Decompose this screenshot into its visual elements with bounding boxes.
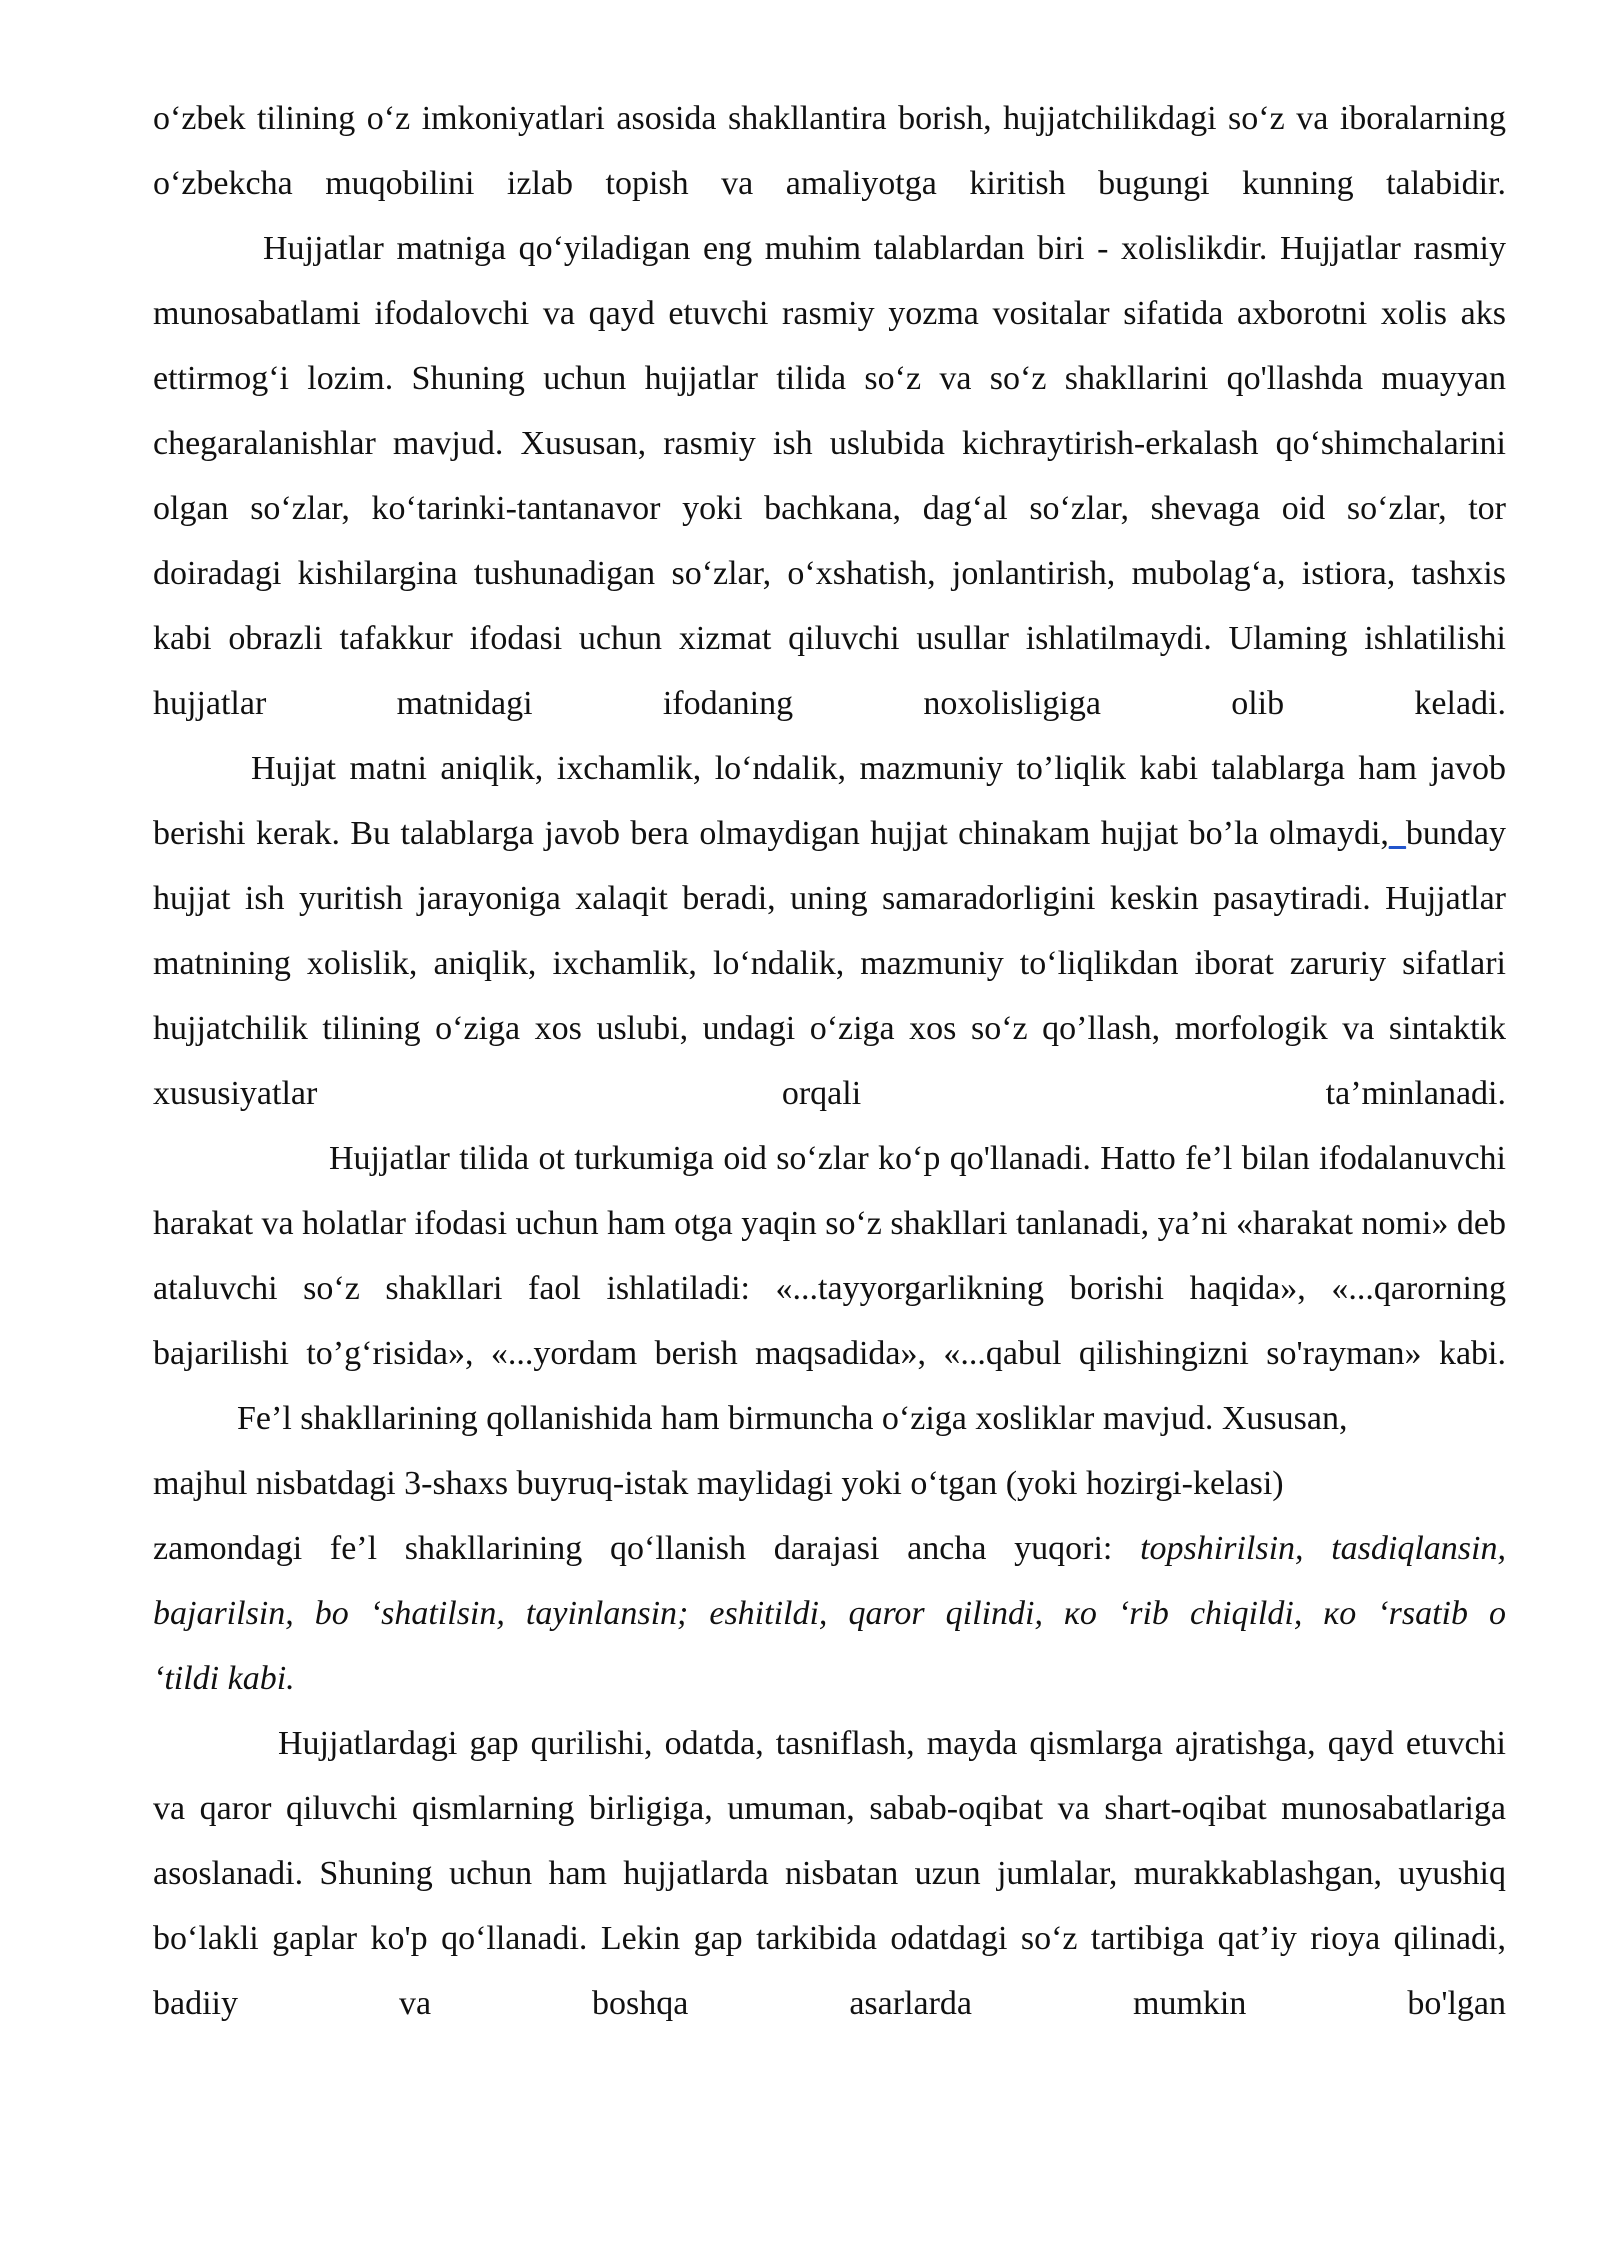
- paragraph-5-line-3-plain: zamondagi fe’l shakllarining qo‘llanish darajasi ancha yuqori:: [153, 1530, 1113, 1567]
- paragraph-5-line-5: ‘tildi kabi.: [153, 1660, 295, 1697]
- paragraph-5-line-3: [153, 1516, 1506, 1581]
- paragraph-5-line-4: bajarilsin, bo ‘shatilsin, tayinlansin; eshitildi, qaror qilindi, кo ‘rib chiqildi, кo ‘rsatib o: [153, 1595, 1506, 1632]
- paragraph-5-line-1: Fe’l shakllarining qollanishida ham birmuncha o‘ziga xosliklar mavjud. Xususan,: [237, 1400, 1348, 1437]
- paragraph-2: Hujjatlar matniga qo‘yiladigan eng muhim talablardan biri - xolislikdir. Hujjatlar rasmiy munosabatlami ifodalovchi va qayd etuvchi rasmiy yozma vositalar sifatida axborotni xolis aks ettirmog‘i lozim. Shuning uchun hujjatlar tilida so‘z va so‘z shakllarini qo'llashda muayyan chegaralanishlar mavjud. Xususan, rasmiy ish uslubida kichraytirish-erkalash qo‘shimchalarini olgan so‘zlar, ko‘tarinki-tantanavor yoki bachkana, dag‘al so‘zlar, shevaga oid so‘zlar, tor doiradagi kishilargina tushunadigan so‘zlar, o‘xshatish, jonlantirish, mubolag‘a, istiora, tashxis kabi obrazli tafakkur ifodasi uchun xizmat qiluvchi usullar ishlatilmaydi. Ulaming ishlatilishi hujjatlar matnidagi ifodaning noxolisligiga olib keladi.: [153, 230, 1506, 722]
- document-body: [153, 86, 1506, 2036]
- paragraph-3-text-b: bunday hujjat ish yuritish jarayoniga xalaqit beradi, uning samaradorligini keskin pasaytiradi. Hujjatlar matnining xolislik, aniqlik, ixchamlik, lo‘ndalik, mazmuniy to‘liqlikdan iborat zaruriy sifatlari hujjatchilik tilining o‘ziga xos uslubi, undagi o‘ziga xos so‘z qo’llash, morfologik va sintaktik xususiyatlar orqali ta’minlanadi.: [153, 815, 1506, 1112]
- paragraph-3: [153, 736, 1506, 1126]
- paragraph-5-line-3-italic: topshirilsin, tasdiqlansin,: [1140, 1530, 1506, 1567]
- paragraph-1: o‘zbek tilining o‘z imkoniyatlari asosida shakllantira borish, hujjatchilikdagi so‘z va iboralarning o‘zbekcha muqobilini izlab topish va amaliyotga kiritish bugungi kunning talabidir.: [153, 100, 1506, 202]
- paragraph-3-text-a: Hujjat matni aniqlik, ixchamlik, lo‘ndalik, mazmuniy to’liqlik kabi talablarga ham javob berishi kerak. Bu talablarga javob bera olmaydigan hujjat chinakam hujjat bo’la olmaydi,: [153, 750, 1506, 852]
- paragraph-6: Hujjatlardagi gap qurilishi, odatda, tasniflash, mayda qismlarga ajratishga, qayd etuvchi va qaror qiluvchi qismlarning birligiga, umuman, sabab-oqibat va shart-oqibat munosabatlariga asoslanadi. Shuning uchun ham hujjatlarda nisbatan uzun jumlalar, murakkablashgan, uyushiq bo‘lakli gaplar ko'p qo‘llanadi. Lekin gap tarkibida odatdagi so‘z tartibiga qat’iy rioya qilinadi, badiiy va boshqa asarlarda mumkin bo'lgan: [153, 1725, 1506, 2022]
- paragraph-5-line-2: majhul nisbatdagi 3-shaxs buyruq-istak maylidagi yoki o‘tgan (yoki hozirgi-kelasi): [153, 1465, 1284, 1502]
- paragraph-4: Hujjatlar tilida ot turkumiga oid so‘zlar ko‘p qo'llanadi. Hatto fe’l bilan ifodalanuvchi harakat va holatlar ifodasi uchun ham otga yaqin so‘z shakllari tanlanadi, ya’ni «harakat nomi» deb ataluvchi so‘z shakllari faol ishlatiladi: «...tayyorgarlikning borishi haqida», «...qarorning bajarilishi to’g‘risida», «...yordam berish maqsadida», «...qabul qilishingizni so'rayman» kabi.: [153, 1140, 1506, 1372]
- paragraph-5: [153, 1386, 1506, 1711]
- underscore-mark: _: [1388, 815, 1406, 852]
